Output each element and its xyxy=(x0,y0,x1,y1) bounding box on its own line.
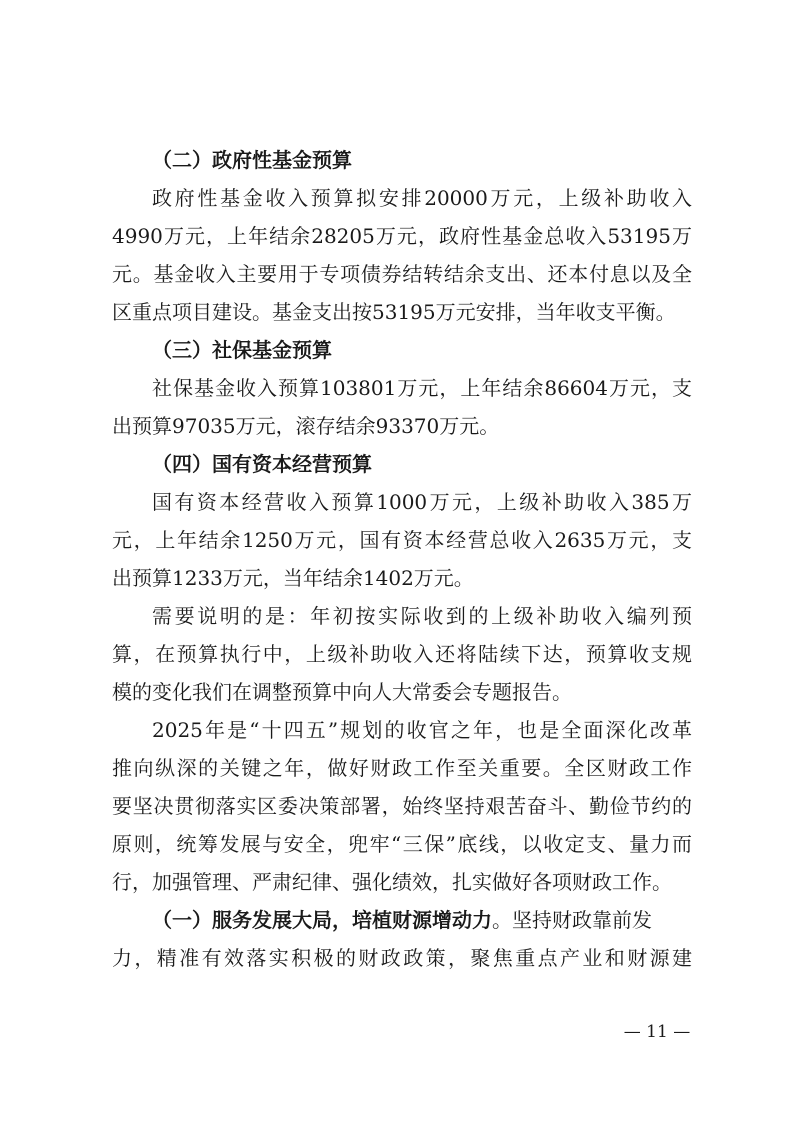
paragraph-line: 出预算97035万元，滚存结余93370万元。 xyxy=(112,414,500,438)
paragraph-line: 推向纵深的关键之年，做好财政工作至关重要。全区财政工作 xyxy=(112,756,692,780)
paragraph-line: 算，在预算执行中，上级补助收入还将陆续下达，预算收支规 xyxy=(112,642,692,666)
paragraph-line: 模的变化我们在调整预算中向人大常委会专题报告。 xyxy=(112,680,572,704)
paragraph-line: 国有资本经营收入预算1000万元，上级补助收入385万 xyxy=(152,490,692,514)
section-heading-social-security-fund: （三）社保基金预算 xyxy=(152,338,332,362)
subsection-heading-development: （一）服务发展大局，培植财源增动力 xyxy=(152,908,492,932)
paragraph-line: 行，加强管理、严肃纪律、强化绩效，扎实做好各项财政工作。 xyxy=(112,870,672,894)
paragraph-line: 需要说明的是：年初按实际收到的上级补助收入编列预 xyxy=(152,604,692,628)
page-number: — 11 — xyxy=(623,1022,691,1042)
paragraph-line: 元。基金收入主要用于专项债券结转结余支出、还本付息以及全 xyxy=(112,262,692,286)
paragraph-line: 社保基金收入预算103801万元，上年结余86604万元，支 xyxy=(152,376,692,400)
paragraph-line: 要坚决贯彻落实区委决策部署，始终坚持艰苦奋斗、勤俭节约的 xyxy=(112,794,692,818)
section-heading-state-capital: （四）国有资本经营预算 xyxy=(152,452,372,476)
paragraph-run: 。坚持财政靠前发 xyxy=(492,908,652,932)
paragraph-line: 出预算1233万元，当年结余1402万元。 xyxy=(112,566,474,590)
paragraph-line: 元，上年结余1250万元，国有资本经营总收入2635万元，支 xyxy=(112,528,692,552)
paragraph-line: 原则，统筹发展与安全，兜牢“三保”底线，以收定支、量力而 xyxy=(112,832,692,856)
paragraph-line-with-heading xyxy=(152,906,692,934)
paragraph-line: 区重点项目建设。基金支出按53195万元安排，当年收支平衡。 xyxy=(112,300,676,324)
paragraph-line: 4990万元，上年结余28205万元，政府性基金总收入53195万 xyxy=(112,224,692,248)
paragraph-line: 力，精准有效落实积极的财政政策，聚焦重点产业和财源建 xyxy=(112,946,692,970)
section-heading-government-fund: （二）政府性基金预算 xyxy=(152,148,352,172)
paragraph-line: 2025年是“十四五”规划的收官之年，也是全面深化改革 xyxy=(152,718,692,742)
paragraph-line: 政府性基金收入预算拟安排20000万元，上级补助收入 xyxy=(152,186,692,210)
